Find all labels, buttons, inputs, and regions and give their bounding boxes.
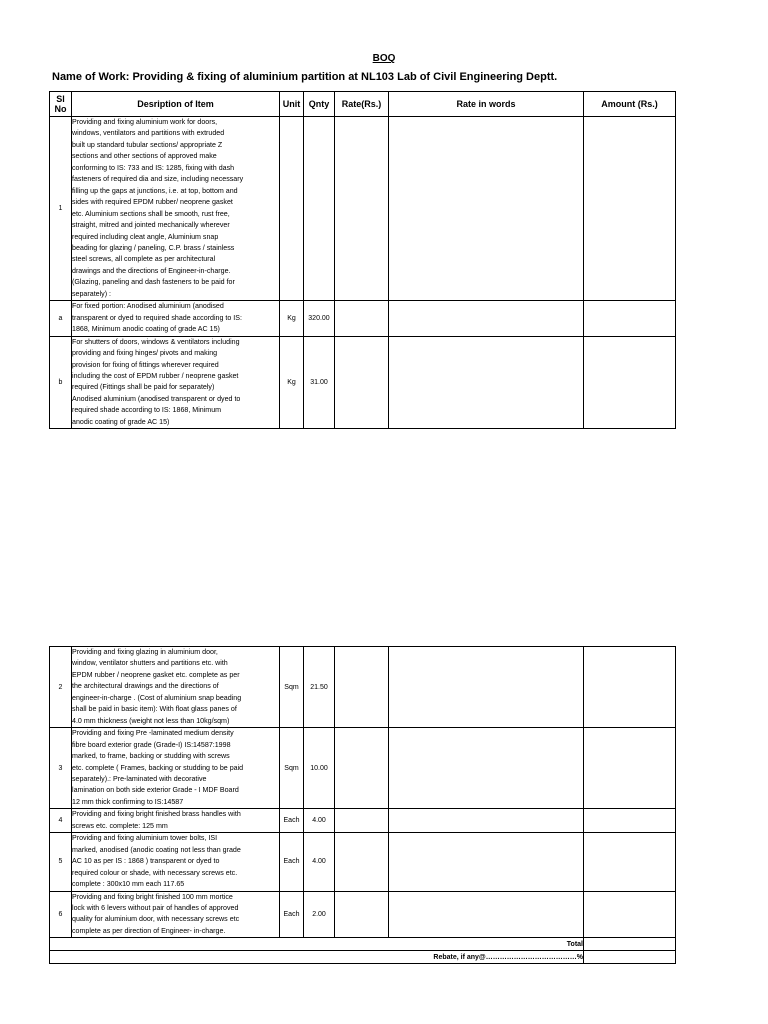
boq-table-page-2 [49,646,676,964]
description-line: marked, anodised (anodic coating not less than grade [72,845,241,854]
description-line: built up standard tubular sections/ appropriate Z [72,140,223,149]
description-line: windows, ventilators and partitions with extruded [72,129,225,138]
boq-item-row [50,117,676,301]
boq-item-row [50,809,676,833]
description-line: window, ventilator shutters and partitions etc. with [72,659,228,668]
item-description [72,891,280,938]
item-rate-in-words [389,809,584,833]
header-description: Desription of Item [72,92,280,117]
item-amount [584,728,676,809]
rebate-row [50,951,676,964]
item-rate [335,728,389,809]
header-amount: Amount (Rs.) [584,92,676,117]
item-quantity: 4.00 [304,809,335,833]
header-rate-in-words: Rate in words [389,92,584,117]
document-title: BOQ [372,53,396,64]
item-amount [584,336,676,429]
description-line: required including cleat angle, Aluminium snap [72,232,219,241]
boq-item-row [50,647,676,728]
rebate-amount-cell [584,951,676,964]
description-line: Providing and fixing bright finished brass handles with [72,810,241,819]
description-line: Providing and fixing bright finished 100 mm mortice [72,892,233,901]
item-amount [584,891,676,938]
description-line: screws etc. complete: 125 mm [72,821,168,830]
header-unit: Unit [280,92,304,117]
item-description [72,647,280,728]
item-amount [584,647,676,728]
description-line: etc. Aluminium sections shall be smooth, rust free, [72,209,230,218]
description-line: quality for aluminium door, with necessary screws etc [72,915,240,924]
description-line: 1868, Minimum anodic coating of grade AC 15) [72,325,220,334]
rebate-label: Rebate, if any@…………………………………% [50,951,584,964]
item-sl-no: b [50,336,72,429]
description-line: etc. complete ( Frames, backing or studding to be paid [72,763,244,772]
boq-table-page-1 [49,91,676,429]
item-description [72,336,280,429]
item-quantity: 31.00 [304,336,335,429]
boq-item-row [50,301,676,336]
item-rate-in-words [389,891,584,938]
description-line: sides with required EPDM rubber/ neoprene gasket [72,198,233,207]
item-unit: Sqm [280,647,304,728]
boq-item-row [50,891,676,938]
item-unit: Kg [280,301,304,336]
description-line: (Glazing, paneling and dash fasteners to be paid for [72,278,235,287]
item-rate-in-words [389,647,584,728]
description-line: required shade according to IS: 1868, Minimum [72,406,222,415]
item-sl-no: 6 [50,891,72,938]
item-unit: Each [280,809,304,833]
description-line: AC 10 as per IS : 1868 ) transparent or dyed to [72,857,220,866]
description-line: required colour or shade, with necessary screws etc. [72,868,238,877]
description-line: separately) : [72,289,112,298]
item-sl-no: 4 [50,809,72,833]
item-rate [335,891,389,938]
item-rate [335,301,389,336]
item-description [72,301,280,336]
description-line: For shutters of doors, windows & ventilators including [72,337,240,346]
description-line: shall be paid in basic item): With float glass panes of [72,705,237,714]
boq-item-row [50,833,676,891]
description-line: 4.0 mm thickness (weight not less than 10kg/sqm) [72,716,230,725]
item-description [72,728,280,809]
item-rate-in-words [389,301,584,336]
item-unit: Each [280,891,304,938]
item-unit: Sqm [280,728,304,809]
name-of-work: Name of Work: Providing & fixing of aluminium partition at NL103 Lab of Civil Engineering Deptt. [52,71,558,83]
header-sl-no: Sl No [50,92,72,117]
total-label: Total [50,938,584,951]
description-line: complete as per direction of Engineer- in-charge. [72,926,226,935]
description-line: Providing and fixing aluminium tower bolts, ISI [72,834,218,843]
description-line: Providing and fixing glazing in aluminium door, [72,648,218,656]
header-qty: Qnty [304,92,335,117]
header-rate: Rate(Rs.) [335,92,389,117]
description-line: sections and other sections of approved make [72,152,217,161]
item-quantity: 21.50 [304,647,335,728]
description-line: straight, mitred and jointed mechanically wherever [72,221,230,230]
item-rate [335,809,389,833]
item-description [72,833,280,891]
description-line: transparent or dyed to required shade according to IS: [72,313,242,322]
description-line: providing and fixing hinges/ pivots and making [72,349,218,358]
description-line: separately).: Pre-laminated with decorative [72,774,207,783]
description-line: Providing and fixing aluminium work for doors, [72,118,218,126]
description-line: fibre board exterior grade (Grade-I) IS:14587:1998 [72,740,231,749]
item-rate [335,117,389,301]
item-amount [584,117,676,301]
item-sl-no: a [50,301,72,336]
description-line: lamination on both side exterior Grade - I MDF Board [72,786,239,795]
item-sl-no: 5 [50,833,72,891]
item-unit: Kg [280,336,304,429]
description-line: 12 mm thick confirming to IS:14587 [72,797,184,806]
item-rate-in-words [389,728,584,809]
description-line: EPDM rubber / neoprene gasket etc. complete as per [72,670,240,679]
total-row [50,938,676,951]
item-sl-no: 3 [50,728,72,809]
item-quantity [304,117,335,301]
table-header-row [50,92,676,117]
description-line: Anodised aluminium (anodised transparent or dyed to [72,394,241,403]
description-line: beading for glazing / paneling, C.P. brass / stainless [72,243,235,252]
description-line: fasteners of required dia and size, including necessary [72,175,244,184]
item-rate [335,647,389,728]
item-sl-no: 1 [50,117,72,301]
item-quantity: 4.00 [304,833,335,891]
boq-item-row [50,728,676,809]
item-amount [584,301,676,336]
description-line: anodic coating of grade AC 15) [72,417,170,426]
item-description [72,117,280,301]
item-sl-no: 2 [50,647,72,728]
description-line: For fixed portion: Anodised aluminium (anodised [72,302,224,311]
item-rate [335,336,389,429]
description-line: Providing and fixing Pre -laminated medium density [72,729,234,738]
description-line: the architectural drawings and the directions of [72,682,219,691]
total-amount-cell [584,938,676,951]
description-line: lock with 6 levers without pair of handles of approved [72,903,239,912]
item-quantity: 10.00 [304,728,335,809]
item-quantity: 2.00 [304,891,335,938]
item-rate-in-words [389,336,584,429]
description-line: marked, to frame, backing or studding with screws [72,752,230,761]
item-amount [584,809,676,833]
description-line: conforming to IS: 733 and IS: 1285, fixing with dash [72,163,235,172]
item-amount [584,833,676,891]
boq-item-row [50,336,676,429]
item-description [72,809,280,833]
item-unit [280,117,304,301]
item-unit: Each [280,833,304,891]
item-rate-in-words [389,833,584,891]
description-line: provision for fixing of fittings wherever required [72,360,219,369]
item-rate [335,833,389,891]
description-line: complete : 300x10 mm each 117.65 [72,880,185,889]
description-line: engineer-in-charge . (Cost of aluminium snap beading [72,693,242,702]
description-line: filling up the gaps at junctions, i.e. at top, bottom and [72,186,238,195]
description-line: drawings and the directions of Engineer-in-charge. [72,266,231,275]
item-rate-in-words [389,117,584,301]
item-quantity: 320.00 [304,301,335,336]
description-line: required (Fittings shall be paid for separately) [72,383,215,392]
description-line: steel screws, all complete as per architectural [72,255,216,264]
description-line: including the cost of EPDM rubber / neoprene gasket [72,371,239,380]
